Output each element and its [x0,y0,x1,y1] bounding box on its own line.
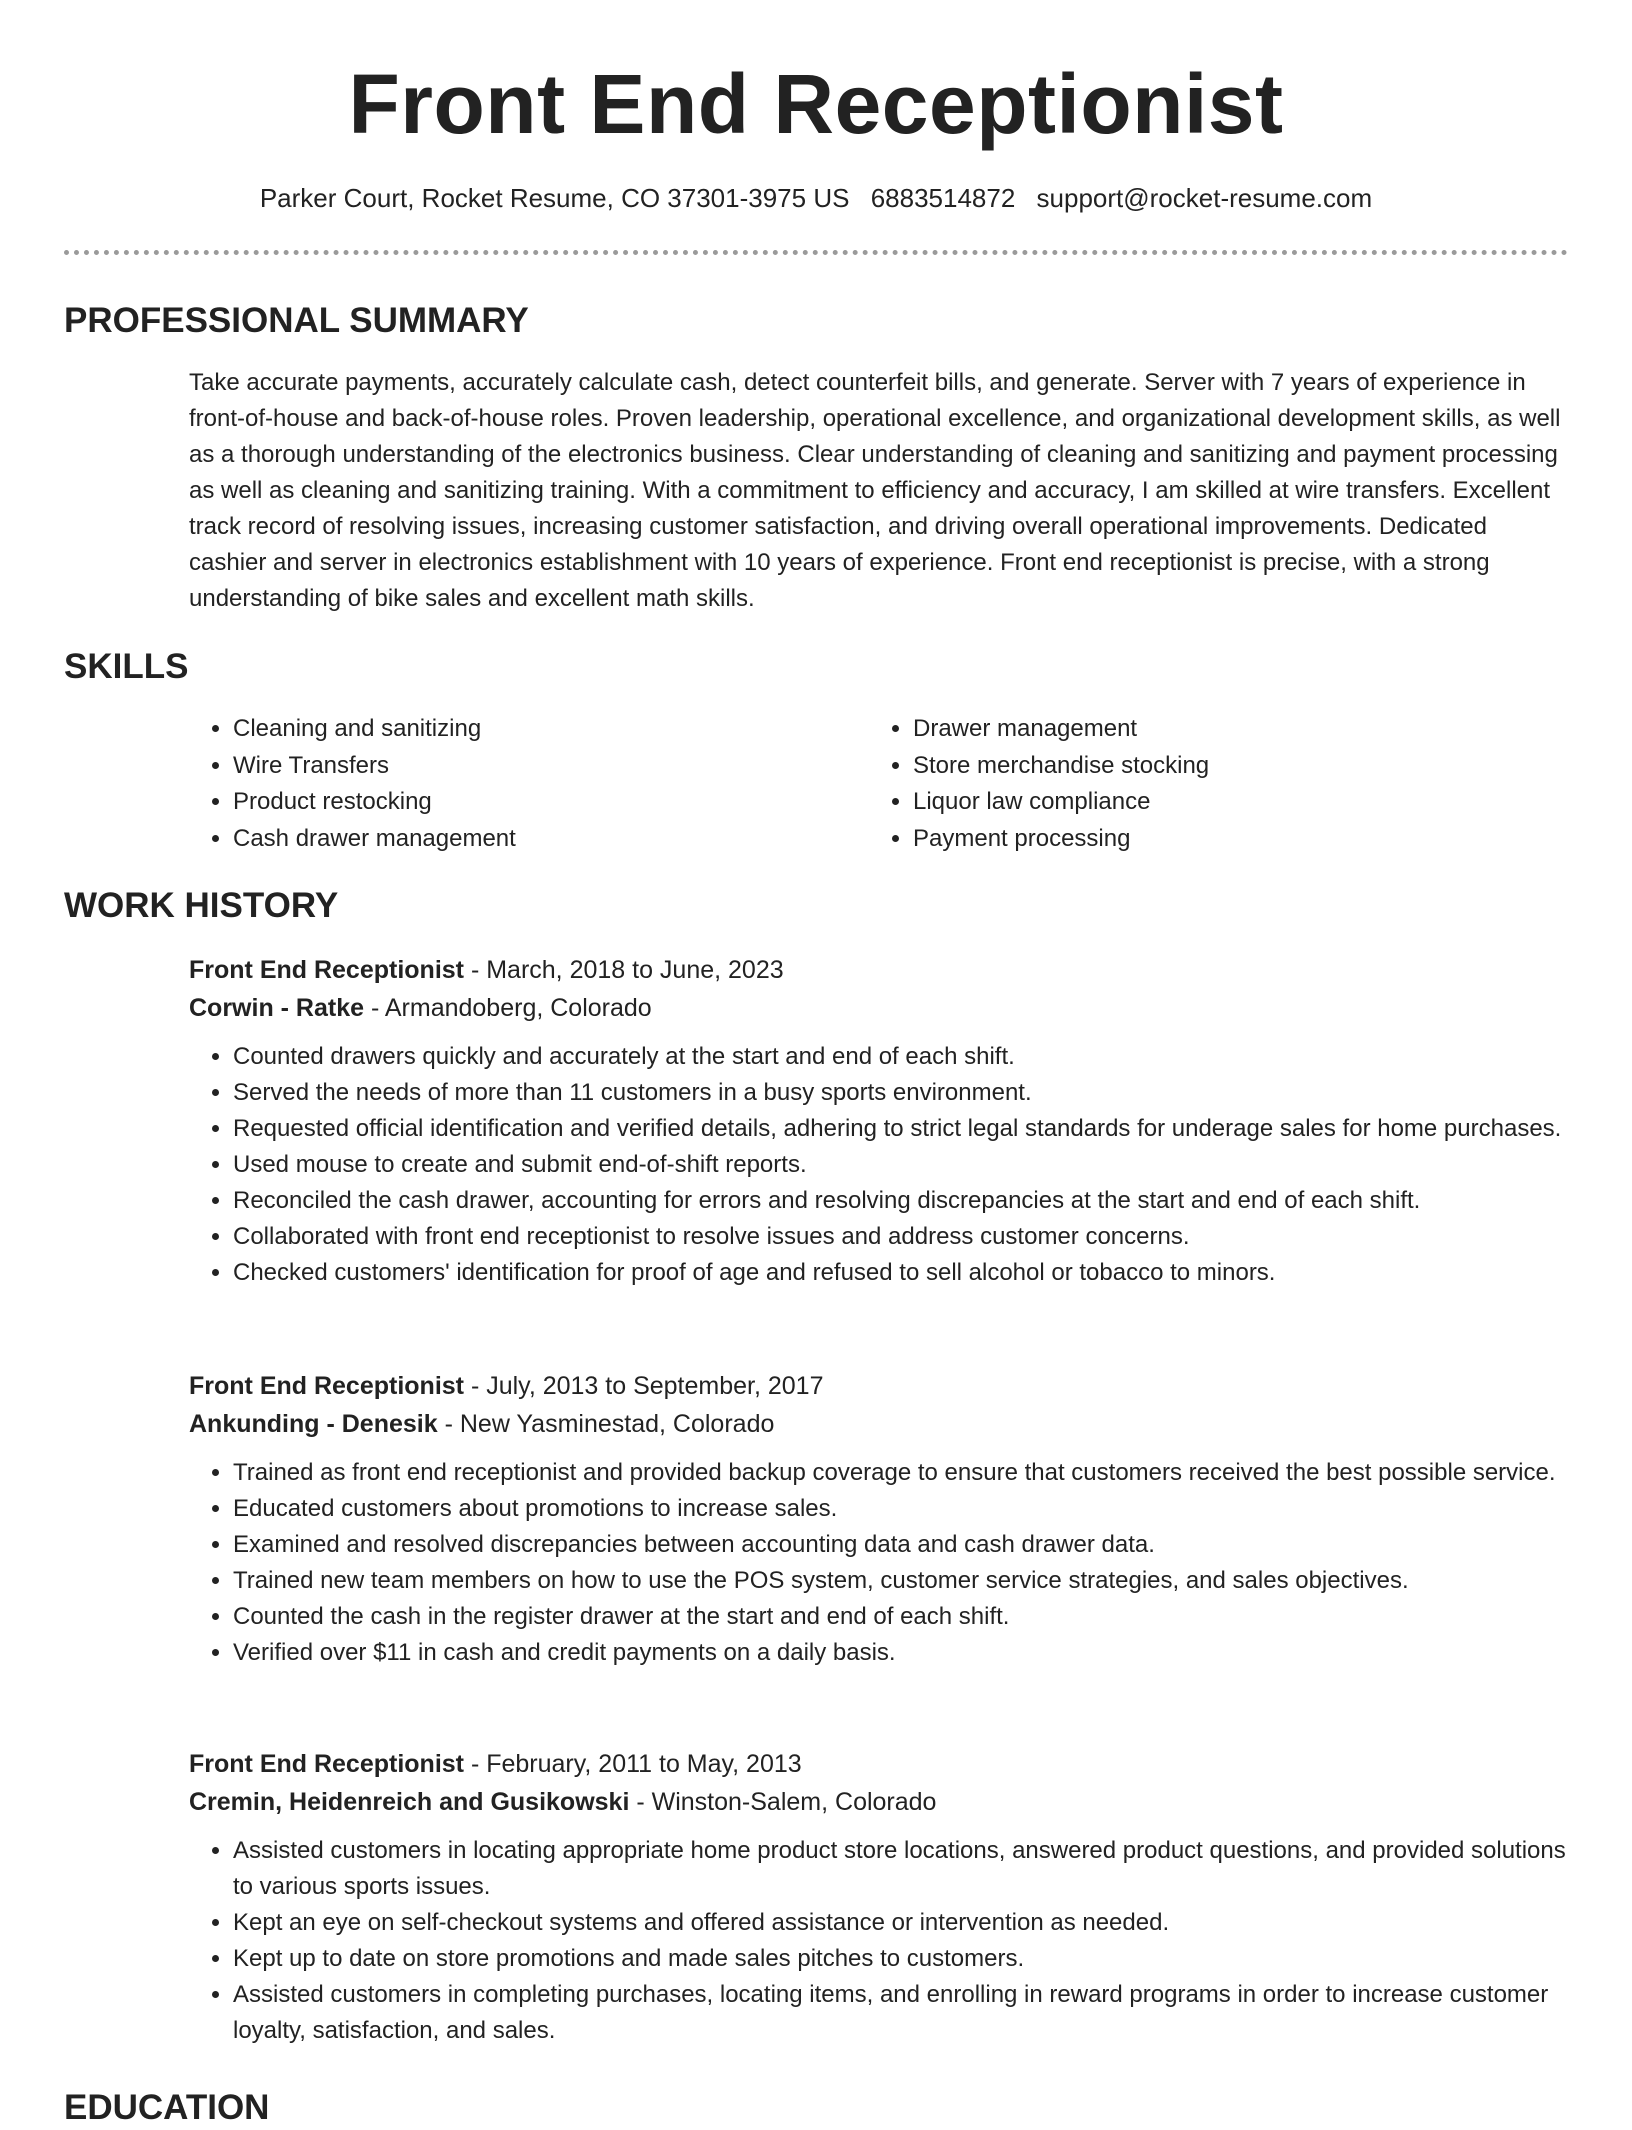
job-entry [189,951,1569,1291]
summary-text: Take accurate payments, accurately calculate cash, detect counterfeit bills, and generate. Server with 7 years of experience in front-of-house and back-of-house roles. Proven leadership, operational excellence, and organizational development skills, as well as a thorough understanding of the electronics business. Clear understanding of cleaning and sanitizing and payment processing as well as cleaning and sanitizing training. With a commitment to efficiency and accuracy, I am skilled at wire transfers. Excellent track record of resolving issues, increasing customer satisfaction, and driving overall operational improvements. Dedicated cashier and server in electronics establishment with 10 years of experience. Front end receptionist is precise, with a strong understanding of bike sales and excellent math skills. [189,369,1561,612]
job-bullet: • Collaborated with front end receptionist to resolve issues and address customer concerns. [233,1219,1569,1255]
skills-column-right [869,711,1549,857]
job-location: - Winston-Salem, Colorado [629,1788,937,1816]
job-title-line [189,1745,1569,1783]
job-bullet: • Counted drawers quickly and accurately at the start and end of each shift. [233,1039,1569,1075]
skill-item: • Store merchandise stocking [913,748,1549,785]
job-company: Corwin - Ratke [189,994,365,1022]
job-bullet: • Kept up to date on store promotions and made sales pitches to customers. [233,1941,1569,1977]
job-company: Ankunding - Denesik [189,1410,438,1438]
job-entry [189,1367,1569,1671]
job-bullet: • Assisted customers in locating appropriate home product store locations, answered product questions, and provided solutions to various sports issues. [233,1833,1569,1905]
job-company: Cremin, Heidenreich and Gusikowski [189,1788,630,1816]
job-company-line [189,1405,1569,1443]
job-title: Front End Receptionist [189,1750,464,1778]
section-title-summary: PROFESSIONAL SUMMARY [64,301,529,340]
job-bullet: • Trained new team members on how to use the POS system, customer service strategies, and sales objectives. [233,1563,1569,1599]
job-company-line [189,1783,1569,1821]
section-title-work: WORK HISTORY [64,886,339,925]
job-bullet: • Educated customers about promotions to increase sales. [233,1491,1569,1527]
job-dates: - February, 2011 to May, 2013 [464,1750,802,1778]
job-dates: - July, 2013 to September, 2017 [464,1372,824,1400]
job-bullet: • Checked customers' identification for proof of age and refused to sell alcohol or tobacco to minors. [233,1255,1569,1291]
job-location: - New Yasminestad, Colorado [437,1410,775,1438]
job-location: - Armandoberg, Colorado [364,994,652,1022]
job-bullet: • Examined and resolved discrepancies between accounting data and cash drawer data. [233,1527,1569,1563]
job-bullets [189,1455,1569,1671]
job-company-line [189,989,1569,1027]
job-bullets [189,1039,1569,1291]
job-bullet: • Assisted customers in completing purchases, locating items, and enrolling in reward programs in order to increase customer loyalty, satisfaction, and sales. [233,1977,1569,2049]
skills-list [189,711,1569,857]
job-title-line [189,951,1569,989]
section-title-education: EDUCATION [64,2088,270,2127]
contact-address: Parker Court, Rocket Resume, CO 37301-3975 US [259,183,850,213]
contact-phone: 6883514872 [870,183,1016,213]
skill-item: • Wire Transfers [233,748,869,785]
skill-item: • Liquor law compliance [913,784,1549,821]
job-bullet: • Trained as front end receptionist and provided backup coverage to ensure that customers received the best possible service. [233,1455,1569,1491]
job-dates: - March, 2018 to June, 2023 [464,956,784,984]
section-title-skills: SKILLS [64,647,189,686]
skill-item: • Cash drawer management [233,821,869,858]
job-bullet: • Served the needs of more than 11 customers in a busy sports environment. [233,1075,1569,1111]
job-bullet: • Requested official identification and verified details, adhering to strict legal standards for underage sales for home purchases. [233,1111,1569,1147]
job-bullet: • Used mouse to create and submit end-of-shift reports. [233,1147,1569,1183]
skill-item: • Product restocking [233,784,869,821]
skill-item: • Drawer management [913,711,1549,748]
job-title: Front End Receptionist [189,1372,464,1400]
job-bullet: • Verified over $11 in cash and credit payments on a daily basis. [233,1635,1569,1671]
candidate-name: Front End Receptionist [348,57,1284,151]
contact-line [0,180,1632,216]
job-title: Front End Receptionist [189,956,464,984]
contact-email: support@rocket-resume.com [1036,183,1373,213]
job-bullet: • Counted the cash in the register drawer at the start and end of each shift. [233,1599,1569,1635]
job-bullets [189,1833,1569,2049]
job-title-line [189,1367,1569,1405]
job-bullet: • Kept an eye on self-checkout systems and offered assistance or intervention as needed. [233,1905,1569,1941]
header-divider [64,250,1568,255]
job-entry [189,1745,1569,2049]
skills-column-left [189,711,869,857]
skill-item: • Cleaning and sanitizing [233,711,869,748]
job-bullet: • Reconciled the cash drawer, accounting for errors and resolving discrepancies at the start and end of each shift. [233,1183,1569,1219]
skill-item: • Payment processing [913,821,1549,858]
